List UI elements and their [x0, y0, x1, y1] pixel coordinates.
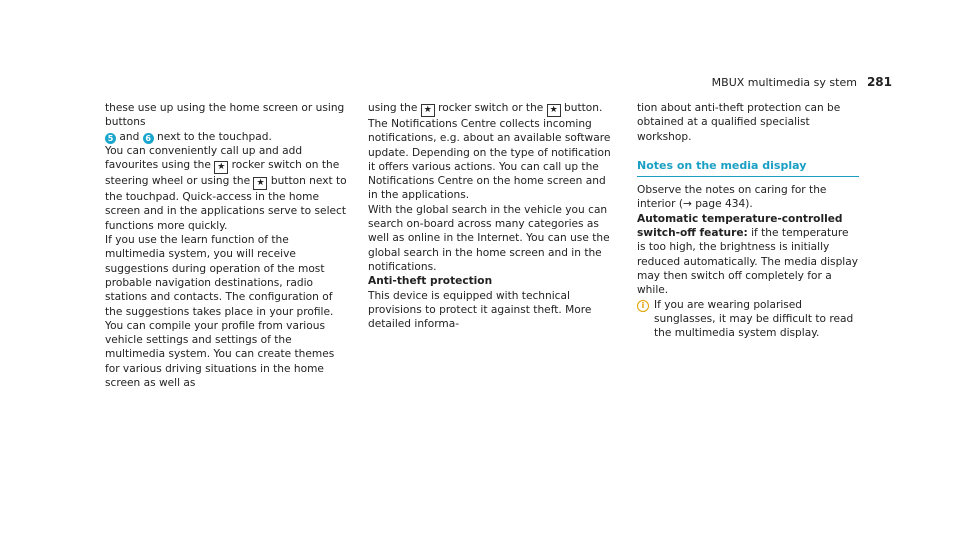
marker-6-icon: 6	[143, 133, 154, 144]
column-2	[368, 101, 613, 331]
paragraph: The Notifications Centre collects incoming notifications, e.g. about an available software update. Depending on the type of notification it offers various actions. You can call up the Notifications Centre on the home screen and in the applications.	[368, 118, 611, 202]
star-icon: ★	[421, 104, 435, 117]
paragraph: Automatic temperature-controlled switch-off feature: if the temperature is too high, the brightness is initially reduced automatically. The media display may then switch off completely for a while.	[637, 212, 859, 297]
column-3	[637, 101, 859, 340]
info-icon: i	[637, 300, 649, 312]
star-icon: ★	[253, 177, 267, 190]
paragraph: This device is equipped with technical provisions to protect it against theft. More detailed informa-	[368, 289, 592, 331]
section-heading: Notes on the media display	[637, 159, 859, 177]
subheading: Anti-theft protection	[368, 275, 493, 288]
paragraph: You can conveniently call up and add favourites using the ★ rocker switch on the steering wheel or using the ★ button next to the touchpad. Quick-access in the home screen and in the applications serve to select functions more quickly.	[105, 144, 347, 232]
star-icon: ★	[547, 104, 561, 117]
note	[637, 298, 859, 341]
page-number: 281	[866, 75, 892, 89]
paragraph: using the ★ rocker switch or the ★ button.	[368, 102, 603, 115]
star-icon: ★	[214, 161, 228, 174]
page-header	[712, 75, 892, 89]
marker-5-icon: 5	[105, 133, 116, 144]
header-title: MBUX multimedia sy stem	[711, 76, 857, 89]
paragraph: Observe the notes on caring for the interior (→ page 434).	[637, 184, 827, 211]
note-text: If you are wearing polarised sunglasses, it may be difficult to read the multimedia system display.	[654, 298, 854, 340]
paragraph: With the global search in the vehicle you can search on-board across many categories as well as online in the Internet. You can use the global search in the home screen and in the notifications.	[368, 203, 610, 273]
paragraph: these use up using the home screen or using buttons 5 and 6 next to the touchpad.	[105, 102, 345, 143]
column-1	[105, 101, 350, 390]
paragraph: tion about anti-theft protection can be obtained at a qualified specialist workshop.	[637, 102, 841, 143]
paragraph: If you use the learn function of the multimedia system, you will receive suggestions during operation of the most probable navigation destinations, radio stations and contacts. The configuration of the suggestions takes place in your profile. You can compile your profile from various vehicle settings and settings of the multimedia system. You can create themes for various driving situations in the home screen as well as	[105, 234, 335, 390]
